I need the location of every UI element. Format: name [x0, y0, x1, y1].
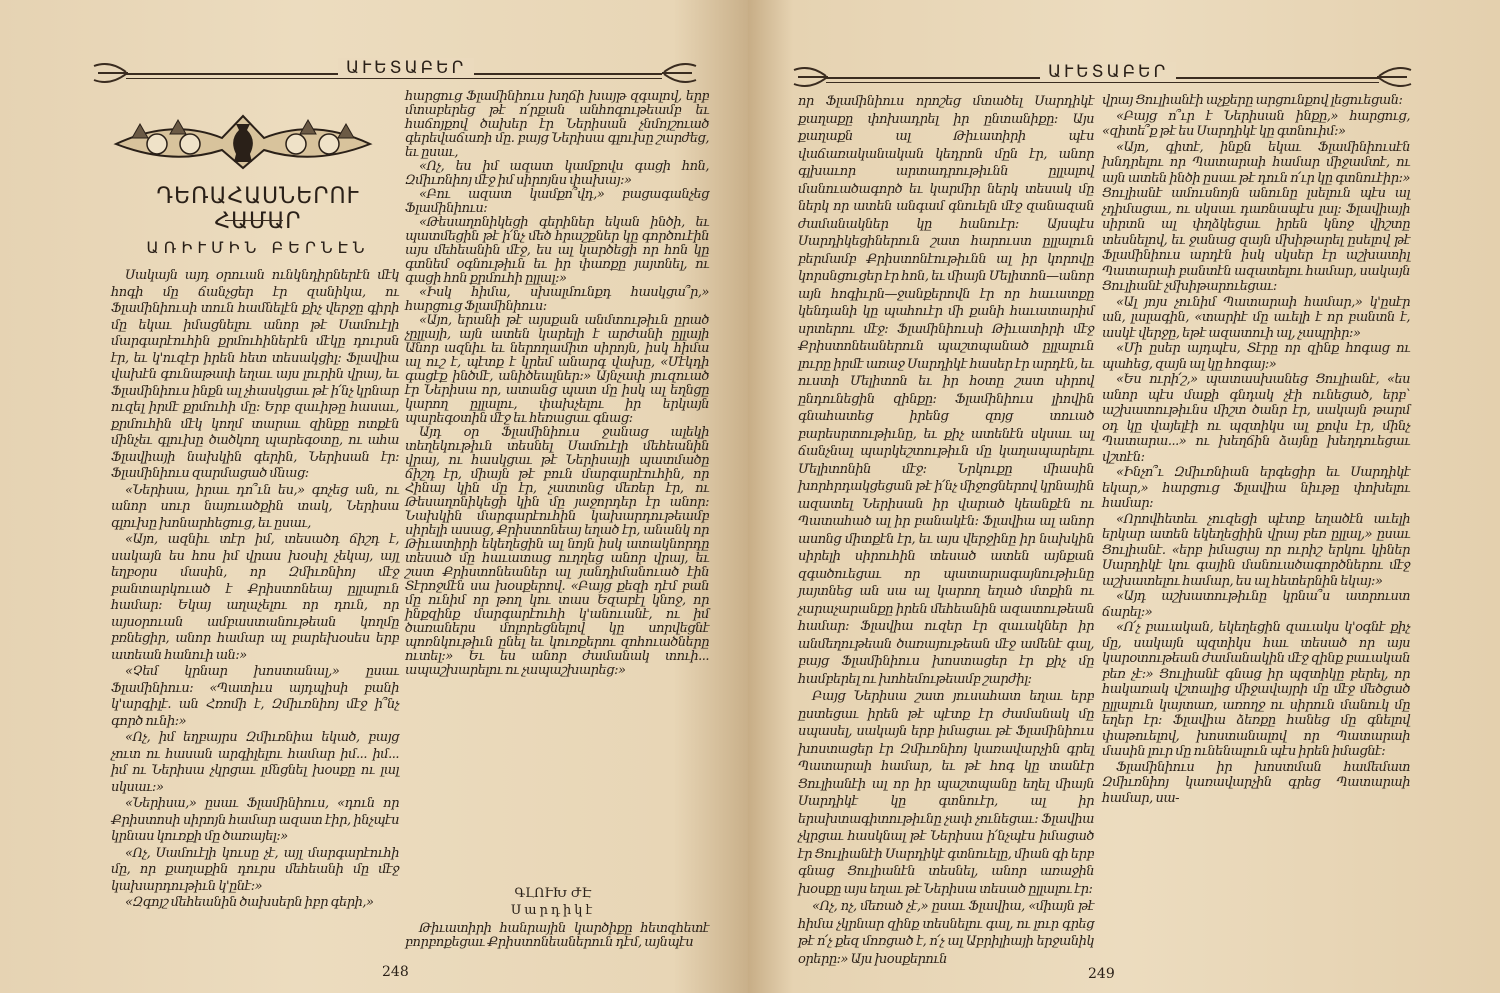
- paragraph: «Ներիսա, իրաւ դո՞ւն ես,» գոչեց ան, ու անոր սուր նայուածքին տակ, Ներիսա գլուխը խոնարհեցուց, եւ ըսաւ,: [111, 482, 399, 531]
- left-column-1: [111, 268, 399, 912]
- paragraph: «Թեսաղոնիկեցի գերիներ եկան ինծի, եւ պատմեցին թէ ի՛նչ մեծ հրաշքներ կը գործուէին այս մեհեանին մէջ, ես ալ կարծեցի որ հոն կը գտնեմ օգնութիւն եւ իր փառքը յայտնել, ու գացի հոն քրմուհի ըլլալ։»: [405, 215, 709, 286]
- running-head-left: [90, 58, 700, 88]
- paragraph: «Այո, ազնիւ տէր իմ, տեսածդ ճիշդ է, սակայն ես հոս իմ վրաս խօսիլ չեկայ, այլ եղբօրս մասին, որ Զմիւռնիոյ մէջ բանտարկուած է Քրիստոնեայ ըլլալուն համար։ Եկայ աղաչելու որ դուն, որ այսօրուան ամբաստանութեան կողմը բռնեցիր, անոր համար ալ բարեխօսես երբ ատեան հանուի ան։»: [111, 532, 399, 663]
- paragraph: «Ոչ, իմ եղբայրս Զմիւռնիա եկած, բայց չուտ ու հասան արգիլելու համար իմ... իմ... իմ ու Ներիսա չկրցաւ լմնցնել խօսքը ու լալ սկսաւ։»: [111, 730, 399, 795]
- left-page: [0, 0, 748, 993]
- paragraph: «Իսկ հիմա, սխալմունքդ հասկցա՞ր,» հարցուց Ֆլամինիուս։: [405, 285, 709, 314]
- vase-ornament-icon: [112, 108, 374, 174]
- chapter-title: Սարդիկէ: [510, 903, 596, 918]
- paragraph: «Մի ըսեր այդպէս, Տէրը որ զինք հոգաց ու պահեց, զայն ալ կը հոգայ։»: [1102, 341, 1410, 372]
- right-column-2: [1102, 93, 1410, 806]
- paragraph: Այդ օր Ֆլամինիուս ջանաց ալեկի տեղեկութիւն տեսնել Սամուէլի մեհեանին վրայ, ու հասկցաւ թէ Ներիսայի պատմածը ճիշդ էր, միայն թէ բուն մարգարէուհին, որ Հինայ կին մը էր, չատտնց մեռեր էր, ու Թեսաղոնիկեցի կին մը յաջորդեր էր անոր։ Նախկին մարգարէուհին կախարդութեամբ սիրելի ասաց, Քրիստոնեայ եղած էր, անանկ որ Թիւատիրի եկեղեցին ալ նոյն իսկ ատակնորդը տեսած մը հաւատաց ուղղեց անոր վրայ, եւ շատ Քրիստոնեաներ ալ յանդիմանուած էին Տէրոջմէն սա խօսքերով. «Բայց քեզի դէմ բան մը ունիմ որ թող կու տաս Եզաբէլ կնոջ, որ ինքզինք մարգարէուհի կ'անուանէ, ու իմ ծառաներս մոլորեցնելով կը սորվեցնէ պոռնկութիւն ընել եւ կուռքերու զոհուածները ուտել։» Եւ ես անոր ժամանակ տուի... ապաշխարելու ու չապաշխարեց։»: [405, 425, 709, 678]
- left-column-2: [405, 90, 709, 678]
- page-number: 248: [382, 964, 409, 980]
- paragraph: որ Ֆլամինիուս որոշեց մտածել Սարդիկէ քաղաքը փոխադրել իր ընտանիքը։ Այս քաղաքն ալ Թիւատիրի պէս վաճառականական կեդրոն մըն էր, անոր գլխաւոր արտադրութիւնն ըլլալով մանուածագործ եւ կարմիր ներկ տեսակ մը ներկ որ ատեն անգամ գնուելն մէջ զանազան ժամանակներ կը հանուէր։ Այսպէս Սարդիկեցիներուն շատ հարուստ ըլլալուն բերմամբ Քրիստոնէութիւնն ալ իր կորովը կորսնցուցեր էր հոն, եւ միայն Մելիտոն—անոր այն հոգիւրն—ջանքերովն էր որ հաւատքը կենդանի կը պահուէր մի քանի հաւատարիմ սրտերու մէջ։ Ֆլամինիուսի Թիւատիրի մէջ Քրիստոնեաներուն պաշտպանած ըլլալուն լուրը իրմէ առաջ Սարդիկէ հասեր էր արդէն, եւ ուստի Մելիտոն եւ իր հօտը շատ սիրով ընդունեցին զինքը։ Ֆլամինիուս լիովին գնահատեց իրենց զոյց տուած բարեսրտութիւնը, եւ քիչ ատենէն սկսաւ ալ ճանչնալ պարկեշտութիւն մը կաղապարելու Մելիտոնին մէջ։ Նրկուքը միասին խորհրդակցեցան թէ ի՛նչ միջոցներով կրնային ազատել Ներիսան իր վարած կեանքէն ու Պատահած ալ իր բանակէն։ Ֆլավիա ալ անոր ասոնց միտքէն էր, եւ այս վերջինը իր նախկին սիրելի սիրուհին տեսած ատեն այնքան զգածուեցաւ որ պատարագայնութիւնը յայտնեց ան սա ալ կարող եղած մտքին ու չարաչարանքը իրեն մեհեանին ազատութեան համար։ Ֆլավիա ուզեր էր զաւակներ իր անմեղութեան ծառայութեան մէջ ամենէ գալ, բայց Ֆլամինիուս խոստացեր էր քիչ մը համբերել ու խոհեմութեամբ շարժիլ։: [798, 94, 1094, 687]
- title-divider: [225, 220, 283, 221]
- paragraph: «Բու ազատ կամքո՞վդ,» բացագանչեց Ֆլամինիուս։: [405, 187, 709, 216]
- paragraph: «Որովհետեւ չուզեցի պէտք եղածէն աւելի երկար ատեն եկեղեցիին վրայ բեռ ըլլալ,» ըսաւ Ցուլիանէ. «երբ իմացայ որ ուրիշ երկու կիներ Սարդիկէ կու գային մանուածագործներու մէջ աշխատելու համար, ես ալ հետերնին եկայ։»: [1102, 511, 1410, 589]
- paragraph: «Ոչ, Սամուէլի կուսը չէ, այլ մարգարէուհի մը, որ քաղաքին դուրս մեհեանի մը մէջ կախարդութիւն կ'ընէ։»: [111, 845, 399, 894]
- chapter-label: ԳԼՈՒԽ ԺԷ: [514, 886, 592, 901]
- paragraph: վրայ Ցուլիանէի աչքերը արցունքով լեցուեցան։: [1102, 93, 1403, 108]
- running-head-title: ԱՒԵՏԱԲԵՐ: [1040, 62, 1176, 82]
- paragraph: Բայց Ներիսա շատ յուսահատ եղաւ երբ ըստեցաւ իրեն թէ պէտք էր ժամանակ մը սպասել, սակայն երբ իմացաւ թէ Ֆլամինիուս խոստացեր էր Զմիւռնիոյ կառավարչին գրել Պատարաի համար, եւ թէ հոգ կը տանէր Ցուլիանէի ալ որ իր պաշտպանը եղել միայն Սարդիկէ կը գտնուէր, ալ իր երախտագիտութիւնը չափ չունեցաւ։ Ֆլավիա չկրցաւ հասկնալ թէ Ներիսա ի՛նչպէս իմացած էր Ցուլիանէի Սարդիկէ գտնուելը, միան գի երբ գնաց Ցուլիանէն տեսնել, անոր առաջին խօսքը այս եղաւ թէ Ներիսա տեսած ըլլալու էր։: [798, 689, 1094, 897]
- right-page: [748, 0, 1500, 993]
- paragraph: Թիւատիրի հանրային կարծիքը հետզհետէ բորբոքեցաւ Քրիստոնեաներուն դէմ, այնպէս: [405, 921, 709, 950]
- paragraph: «Այո, գիտէ, ինքն եկաւ Ֆլամինիուսէն խնդրելու որ Պատարաի համար միջամտէ, ու այն ատեն ինծի ըսաւ թէ դուն ո՛ւր կը գտնուէիր։» Ցուլիանէ ամուսնոյն անունը լսելուն պէս ալ չդիմացաւ, ու սկսաւ դառնապէս լալ։ Ֆլավիայի սիրտն ալ փղձկեցաւ իրեն կնոջ վիշտը տեսնելով, եւ ջանաց զայն մխիթարել ըսելով թէ Ֆլամինիուս արդէն իսկ սկսեր էր աշխատիլ Պատարաի բանտէն ազատելու համար, սակայն Ցուլիանէ չմխիթարուեցաւ։: [1102, 139, 1410, 294]
- paragraph: «Ոչ, ես իմ ազատ կամքովս գացի հոն, Զմիւռնիոյ մէջ իմ սիրոյնս փախայ։»: [405, 159, 709, 188]
- paragraph: «Այդ աշխատութիւնը կրնա՞ս ատրուստ ճարել։»: [1102, 589, 1410, 620]
- paragraph: «Ես ուրի՛շ,» պատասխանեց Ցուլիանէ, «ես անոր պէս մաքի գնդակ չէի ունեցած, երբ՝ աշխատութիւնս միշտ ծանր էր, սակայն թարմ օդ կը վայելէի ու պզտիկս ալ քովս էր, մինչ Պատարա...» ու խեղճին ձայնը խեղդուեցաւ վշտէն։: [1102, 372, 1410, 465]
- paragraph: «Ո՛չ բաւական, եկեղեցին զաւակս կ'օգնէ քիչ մը, սակայն պզտիկս հաւ տեսած որ այս կարօտութեան ժամանակին մէջ զինք բաւական բեռ չէ։» Ցուլիանէ գնաց իր պզտիկը բերել, որ հակառակ վշտալից միջավայրի մը մէջ մեծցած ըլլալուն կայտառ, առողջ ու սիրուն մանուկ մը եղեր էր։ Ֆլավիա ձեռքը հանեց մը գնելով փաթուելով, խոստանալով որ Պատարաի մասին լուր մը ունենալուն պէս իրեն իմացնէ։: [1102, 620, 1410, 759]
- paragraph: «Այո, երանի թէ այսքան անմտութիւն ըրած չըլլայի, այն ատեն կարելի է արժանի ըլլայի Անոր ազնիւ եւ ներողամիտ սիրոյն, իսկ հիմա ալ ուշ է, պէտք է կրեմ անարգ վախը, «Մէկդի գացէք ինծմէ, անիծեալներ։» Այնչափ յուզուած էր Ներիսա որ, ատանց պատ մը իսկ ալ եղնցը կարող ըլլալու, փախչելու իր երկայն պարեգօտին մէջ եւ հեռացաւ գնաց։: [405, 313, 709, 426]
- running-head-right: [790, 62, 1415, 92]
- paragraph: Ֆլամինիուս իր խոստման համեմատ Զմիւռնիոյ կառավարչին գրեց Պատարաի համար, սա-: [1102, 759, 1410, 806]
- right-column-1: [798, 93, 1094, 968]
- ornament-scroll-icon: [790, 62, 830, 92]
- author-name: ԱՌԻՒՄԻՆ ԲԵՐՆԷՆ: [146, 238, 370, 257]
- paragraph: «Ներիսա,» ըսաւ Ֆլամինիուս, «դուն որ Քրիստոսի սիրոյն համար ազատ էիր, ինչպէս կրնաս կուռքի մը ծառայել։»: [111, 796, 399, 844]
- article-title: ԴԵՌԱՀԱՍՆԵՐՈՒ ՀԱՄԱՐ: [156, 184, 360, 234]
- ornament-scroll-icon: [660, 58, 700, 88]
- paragraph: «Չեմ կրնար խոստանալ,» ըսաւ Ֆլամինիուս։ «Պատիւս այդպիսի բանի կ'արգիլէ. ան Հռոմի է, Զմիւռնիոյ մէջ ի՞նչ գործ ունի։»: [111, 664, 399, 729]
- paragraph: Սակայն այդ օրուան ունկնդիրներէն մէկ հոգի մը ճանչցեր էր զանիկա, ու Ֆլամինիուսի տուն համնելէն քիչ վերջը գիրի մը եկաւ իմացնելու անոր թէ Սամուէլի մարգարէուհին քրմուհիներէն մէկը դուրսն էր, եւ կ'ուզէր իրեն հետ տեսակցիլ։ Ֆլավիա վախէն գունաթափ եղաւ այս լուրին վրայ, եւ Ֆլամինիուս ինքն ալ չհասկցաւ թէ ի՛նչ կրնար ուզել իրմէ քրմուհի մը։ Երբ զաւիթը հասաւ, քրմուհին մէկ կողմ տարաւ զինքը ոտքէն մինչեւ գլուխը ծածկող պարեգօտը, ու ահա Ֆլավիայի նախկին գերին, Ներիսան էր։ Ֆլամինիուս զարմացած մնաց։: [111, 268, 399, 481]
- paragraph: հարցուց Ֆլամինիուս խղճի խայթ զգալով, երբ մտաբերեց թէ ո՛րքան անհոգութեամբ եւ հաճոյքով ծախեր էր Ներիսան չնմոյշուած գերեվաճառի մը. բայց Ներիսա գլուխը շարժեց, եւ ըսաւ,: [405, 89, 709, 160]
- paragraph: «Զգոյշ մեհեանին ծախսերն իբր գերի,»: [125, 895, 374, 910]
- paragraph: «Բայց ո՞ւր է Ներիսան ինքը,» հարցուց, «զիտե՞ք թէ ես Սարդիկէ կը գտնուիմ։»: [1102, 108, 1410, 139]
- running-head-title: ԱՒԵՏԱԲԵՐ: [338, 58, 474, 78]
- paragraph: «Ոչ, ոչ, մեռած չէ,» ըսաւ Ֆլավիա, «միայն թէ հիմա չկրնար զինք տեսնելու գալ, ու լուր գրեց թէ ո՛չ քեզ մոռցած է, ո՛չ ալ Աբրիլիայի երջանիկ օրերը։» Այս խօսքերուն: [798, 899, 1094, 967]
- ornament-scroll-icon: [90, 58, 130, 88]
- chapter-text: [405, 922, 709, 950]
- paragraph: «Ինչո՞ւ Զմիւռնիան երգեցիր եւ Սարդիկէ եկար,» հարցուց Ֆլավիա նիւթը փոխելու համար։: [1102, 465, 1410, 511]
- paragraph: «Ալ յոյս չունիմ Պատարաի համար,» կ'ըսէր ան, լալագին, «տարիէ մը աւելի է որ բանտն է, ասկէ վերջը, եթէ ազատուի ալ, չապրիր։»: [1102, 294, 1410, 341]
- ornament-scroll-icon: [1375, 62, 1415, 92]
- page-number: 249: [1088, 966, 1115, 982]
